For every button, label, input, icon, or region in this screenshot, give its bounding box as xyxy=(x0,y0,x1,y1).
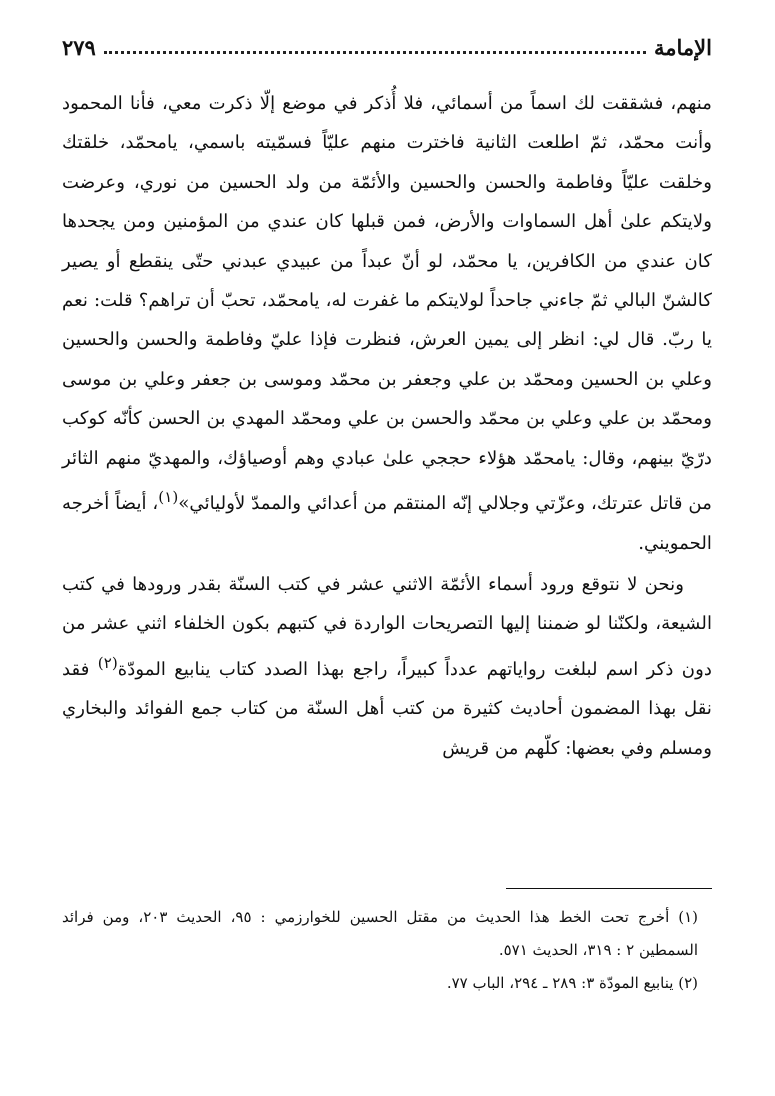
paragraph-hadith-text: منهم، فشققت لك اسماً من أسمائي، فلا أُذكر في موضع إلّا ذكرت معي، فأنا المحمود وأنت محمّد، ثمّ اطلعت الثانية فاخترت منهم عليّاً فسمّيته باسمي، يامحمّد، خلقتك وخلقت عليّاً وفاطمة والحسن والحسين والأئمّة من ولد الحسين من نوري، وعرضت ولايتكم علىٰ أهل السماوات والأرض، فمن قبلها كان عندي من المؤمنين ومن يجحدها كان عندي من الكافرين، يا محمّد، لو أنّ عبداً من عبيدي عبدني حتّى ينقطع أو يصير كالشنّ البالي ثمّ جاءني جاحداً لولايتكم ما غفرت له، يامحمّد، تحبّ أن تراهم؟ قلت: نعم يا ربّ. قال لي: انظر إلى يمين العرش، فنظرت فإذا عليّ وفاطمة والحسن والحسين وعلي بن الحسين ومحمّد بن علي وجعفر بن محمّد وموسى بن جعفر وعلي بن موسى ومحمّد بن علي وعلي بن محمّد والحسن بن علي ومحمّد المهدي بن الحسن كأنّه كوكب درّيّ بينهم، وقال: يامحمّد هؤلاء حججي علىٰ عبادي وهم أوصياؤك، والمهديّ منهم الثائر من قاتل عترتك، وعزّتي وجلالي إنّه المنتقم من أعدائي والممدّ لأوليائي» xyxy=(62,93,712,515)
page-number: ٢٧٩ xyxy=(62,35,96,60)
paragraph-commentary xyxy=(62,565,712,768)
footnote-2: (٢) ينابيع المودّة ٣: ٢٨٩ ـ ٢٩٤، الباب ٧٧. xyxy=(446,974,698,992)
main-text xyxy=(62,84,712,768)
header-dot-leader xyxy=(104,51,646,54)
book-page xyxy=(62,26,712,1076)
footnote-ref-1: (١) xyxy=(158,488,179,507)
running-header xyxy=(62,26,712,60)
footnote-divider xyxy=(506,888,712,889)
paragraph-hadith xyxy=(62,84,712,563)
footnote-ref-2: (٢) xyxy=(97,653,118,672)
paragraph-hadith-ending: ، أيضاً أخرجه الحمويني. xyxy=(62,493,712,554)
footnote-1: (١) أخرج تحت الخط هذا الحديث من مقتل الحسين للخوارزمي : ٩٥، الحديث ٢٠٣، ومن فرائد السمطين ٢ : ٣١٩، الحديث ٥٧١. xyxy=(62,908,699,959)
paragraph-commentary-ending: فقد نقل بهذا المضمون أحاديث كثيرة من كتب أهل السنّة من كتاب جمع الفوائد والبخاري ومسلم وفي بعضها: كلّهم من قريش xyxy=(62,658,712,759)
paragraph-commentary-text: ونحن لا نتوقع ورود أسماء الأئمّة الاثني عشر في كتب السنّة بقدر ورودها في كتب الشيعة، ولكنّنا لو ضمننا إليها التصريحات الواردة في كتبهم بكون الخلفاء اثني عشر من دون ذكر اسم لبلغت رواياتهم عدداً كبيراً، راجع بهذا الصدد كتاب ينابيع المودّة xyxy=(62,573,713,680)
footnotes xyxy=(62,901,712,1000)
chapter-title: الإمامة xyxy=(654,35,712,60)
